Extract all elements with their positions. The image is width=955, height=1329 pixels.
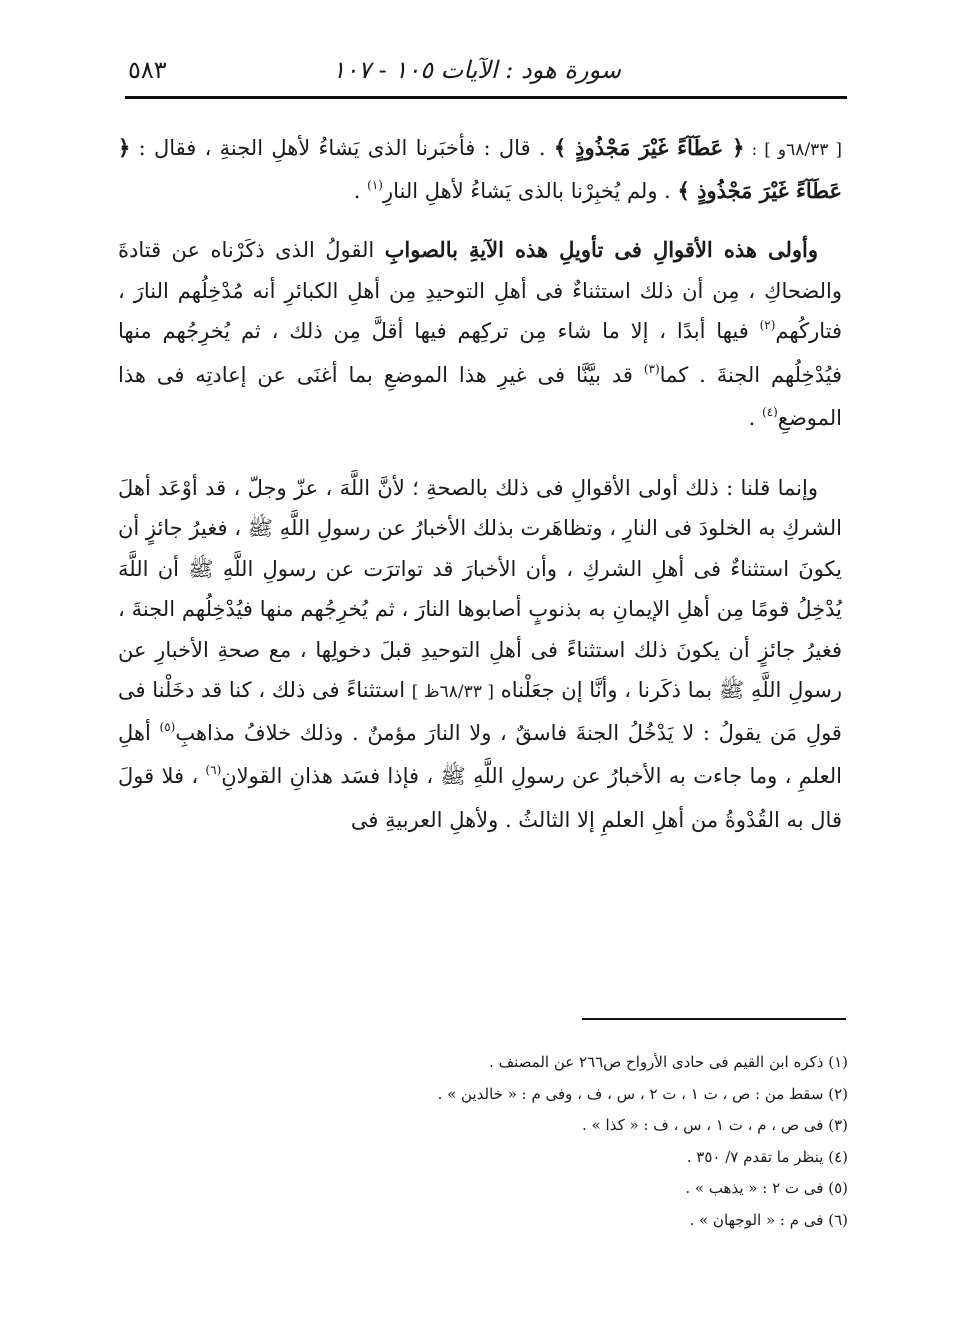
text-run: . [748, 406, 762, 430]
main-text [118, 128, 842, 840]
footnote-ref-5: (٥) [159, 719, 176, 734]
folio-marker: [ ٦٨/٣٣ظ ] [411, 682, 494, 702]
text-run: فيها أبدًا ، إلا ما شاء مِن تركِهم فيها أقلَّ مِن ذلك ، ثم يُخرِجُهم منها فيُدْخِلُهم الجنةَ . كما [118, 319, 842, 387]
text-run: استثناءً فى ذلك ، كنا قد دخَلْنا فى قولِ مَن يقولُ : لا يَدْخُلُ الجنةَ فاسقٌ ، ولا النارَ مؤمنٌ . وذلك خلافُ مذاهبِ [118, 678, 842, 745]
folio-marker: [ ٦٨/٣٣و ] : [744, 140, 842, 160]
text-run: أهلِ العلمِ ، وما جاءت به الأخبارُ عن رسولِ اللَّهِ ﷺ ، فإذا فسَد هذانِ القولانِ [118, 720, 842, 788]
bold-lead: وأولى هذه الأقوالِ فى تأويلِ هذه الآيةِ بالصوابِ [384, 237, 818, 262]
text-run: ، فلا قولَ قال به القُدْوةُ من أهلِ العلمِ إلا الثالثُ . ولأهلِ العربيةِ فى [118, 764, 842, 832]
footnote-ref-4: (٤) [761, 405, 778, 419]
running-header [128, 52, 846, 92]
footnote-ref-1: (١) [367, 177, 383, 192]
paragraph-3 [118, 468, 842, 841]
text-run: القولُ الذى ذكَرْناه عن قتادةَ والضحاكِ ، مِن أن ذلك استثناءٌ فى أهلِ التوحيدِ مِن أهلِ الكبائرِ أنه مُدْخِلُهم النارَ ، فتاركُهم [118, 238, 842, 343]
footnote-ref-6: (٦) [205, 763, 222, 777]
footnote-ref-2: (٢) [759, 318, 776, 332]
text-run: قد بيَّنَّا فى غيرِ هذا الموضعِ بما أغنَى عن إعادتِه فى هذا الموضعِ [118, 362, 842, 430]
footnote-4: (٤) ينظر ما تقدم ٧/ ٣٥٠ . [686, 1147, 848, 1166]
footnote-rule [582, 1018, 846, 1020]
quran-quote: ﴿ عَطَآءً غَيْرَ مَجْذُوذٍ ﴾ [118, 135, 842, 203]
text-run: . [353, 178, 368, 203]
footnote-3: (٣) فى ص ، م ، ت ١ ، س ، ف : « كذا » . [582, 1116, 848, 1134]
text-run: . قال : فأخبَرنا الذى يَشاءُ لأهلِ الجنةِ ، فقال : [130, 136, 554, 160]
paragraph-1 [118, 128, 842, 214]
text-run: . ولم يُخبِرْنا بالذى يَشاءُ لأهلِ النارِ [382, 178, 678, 203]
footnote-ref-3: (٣) [643, 361, 660, 376]
running-title: سورة هود : الآيات ١٠٥ - ١٠٧ [332, 56, 621, 84]
footnote-5: (٥) فى ت ٢ : « يذهب » . [685, 1179, 848, 1197]
footnote-2: (٢) سقط من : ص ، ت ١ ، ت ٢ ، س ، ف ، وفى م : « خالدين » . [437, 1084, 848, 1103]
paragraph-2 [118, 230, 842, 442]
footnote-1: (١) ذكره ابن القيم فى حادى الأرواح ص٢٦٦ عن المصنف . [489, 1053, 848, 1071]
quran-quote: ﴿ عَطَآءً غَيْرَ مَجْذُوذٍ ﴾ [553, 135, 745, 160]
page-number: ٥٨٣ [128, 56, 167, 84]
footnotes [300, 1047, 848, 1236]
footnote-6: (٦) فى م : « الوجهان » . [689, 1210, 848, 1229]
header-rule [125, 96, 847, 99]
text-run: وإنما قلنا : ذلك أولى الأقوالِ فى ذلك بالصحةِ ؛ لأنَّ اللَّهَ ، عزّ وجلّ ، قد أوْعَد أهلَ الشركِ به الخلودَ فى النارِ ، وتظاهَرت بذلك الأخبارُ عن رسولِ اللَّهِ ﷺ ، فغيرُ جائزٍ أن يكونَ استثناءٌ فى أهلِ الشركِ ، وأن الأخبارَ قد تواترَت عن رسولِ اللَّهِ ﷺ أن اللَّهَ يُدْخِلُ قومًا مِن أهلِ الإيمانِ به بذنوبٍ أصابوها النارَ ، ثم يُخرِجُهم منها فيُدْخِلُهم الجنةَ ، فغيرُ جائزٍ أن يكونَ ذلك استثناءً فى أهلِ التوحيدِ قبلَ دخولِها ، مع صحةِ الأخبارِ عن رسولِ اللَّهِ ﷺ بما ذكَرنا ، وأنَّا إن جعَلْناه [118, 475, 842, 702]
